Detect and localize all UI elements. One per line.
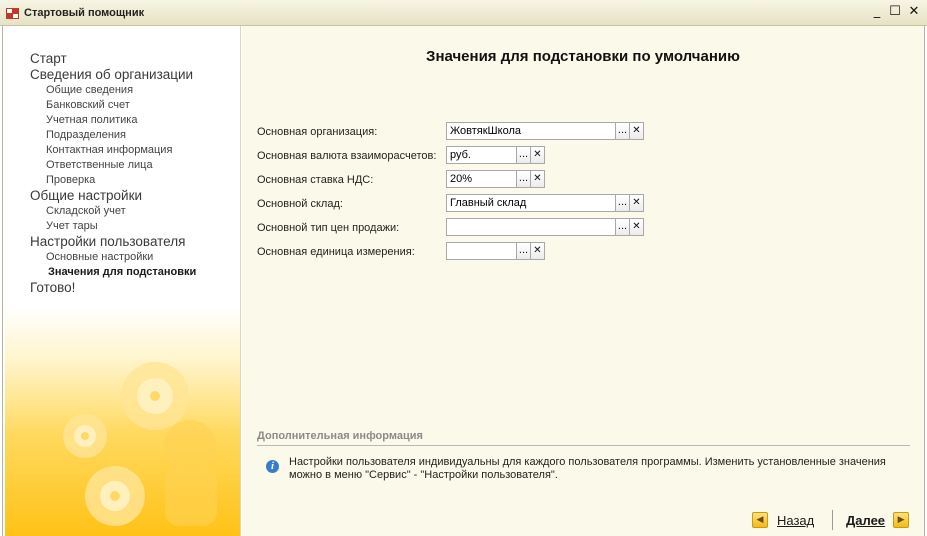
vat-select-button[interactable]: ...	[517, 170, 531, 188]
organization-input[interactable]	[446, 122, 616, 140]
nav-item-general-settings[interactable]: Общие настройки	[30, 188, 143, 203]
unit-select-button[interactable]: ...	[517, 242, 531, 260]
nav-item-container-accounting[interactable]: Учет тары	[46, 220, 98, 232]
nav-item-organization-info[interactable]: Сведения об организации	[30, 67, 194, 82]
warehouse-field	[446, 194, 644, 212]
currency-clear-button[interactable]: ✕	[531, 146, 545, 164]
price-type-input[interactable]	[446, 218, 616, 236]
back-arrow-icon: ◀	[752, 512, 768, 528]
additional-info-divider	[257, 445, 910, 446]
info-icon: i	[266, 460, 279, 473]
additional-info-text: Настройки пользователя индивидуальны для каждого пользователя программы. Изменить установленные значения можно в меню "Сервис" - "Настройки пользователя".	[289, 456, 886, 481]
currency-select-button[interactable]: ...	[517, 146, 531, 164]
currency-field	[446, 146, 545, 164]
next-button[interactable]	[846, 512, 909, 528]
next-arrow-icon: ▶	[893, 512, 909, 528]
warehouse-label: Основной склад:	[257, 198, 343, 210]
currency-label: Основная валюта взаиморасчетов:	[257, 150, 437, 162]
price-type-select-button[interactable]: ...	[616, 218, 630, 236]
wizard-sidebar	[5, 26, 241, 536]
nav-item-start[interactable]: Старт	[30, 51, 67, 66]
nav-item-main-settings[interactable]: Основные настройки	[46, 251, 154, 263]
footer-separator	[832, 510, 833, 530]
warehouse-input[interactable]	[446, 194, 616, 212]
nav-item-general-info[interactable]: Общие сведения	[46, 84, 134, 96]
vat-clear-button[interactable]: ✕	[531, 170, 545, 188]
back-button[interactable]	[752, 512, 814, 528]
back-button-label: Назад	[777, 512, 815, 528]
vat-label: Основная ставка НДС:	[257, 174, 374, 186]
window-title: Стартовый помощник	[24, 7, 145, 19]
unit-clear-button[interactable]: ✕	[531, 242, 545, 260]
maximize-button[interactable]: ☐	[889, 4, 901, 19]
currency-input[interactable]	[446, 146, 517, 164]
minimize-button[interactable]: _	[873, 4, 881, 19]
close-button[interactable]: ✕	[908, 4, 920, 19]
unit-label: Основная единица измерения:	[257, 246, 415, 258]
nav-item-user-settings[interactable]: Настройки пользователя	[30, 234, 186, 249]
nav-item-warehouse-accounting[interactable]: Складской учет	[46, 205, 126, 217]
wizard-steps-nav	[30, 51, 196, 296]
organization-field	[446, 122, 644, 140]
price-type-label: Основной тип цен продажи:	[257, 222, 400, 234]
nav-item-accounting-policy[interactable]: Учетная политика	[46, 114, 138, 126]
organization-clear-button[interactable]: ✕	[630, 122, 644, 140]
nav-item-responsible-persons[interactable]: Ответственные лица	[46, 159, 153, 171]
unit-field	[446, 242, 545, 260]
additional-info-title: Дополнительная информация	[257, 430, 423, 442]
page-title: Значения для подстановки по умолчанию	[426, 48, 740, 65]
next-button-label: Далее	[846, 512, 886, 528]
nav-item-check[interactable]: Проверка	[46, 174, 96, 186]
nav-item-default-values[interactable]: Значения для подстановки	[48, 266, 197, 278]
organization-select-button[interactable]: ...	[616, 122, 630, 140]
price-type-clear-button[interactable]: ✕	[630, 218, 644, 236]
wizard-content	[242, 26, 924, 536]
warehouse-clear-button[interactable]: ✕	[630, 194, 644, 212]
app-icon	[6, 8, 19, 19]
nav-item-bank-account[interactable]: Банковский счет	[46, 99, 130, 111]
warehouse-select-button[interactable]: ...	[616, 194, 630, 212]
unit-input[interactable]	[446, 242, 517, 260]
nav-item-done[interactable]: Готово!	[30, 280, 76, 295]
nav-item-divisions[interactable]: Подразделения	[46, 129, 126, 141]
decorative-gears-illustration	[5, 336, 241, 536]
vat-field	[446, 170, 545, 188]
nav-item-contact-info[interactable]: Контактная информация	[46, 144, 173, 156]
window-titlebar	[0, 0, 927, 26]
organization-label: Основная организация:	[257, 126, 378, 138]
price-type-field	[446, 218, 644, 236]
vat-input[interactable]	[446, 170, 517, 188]
